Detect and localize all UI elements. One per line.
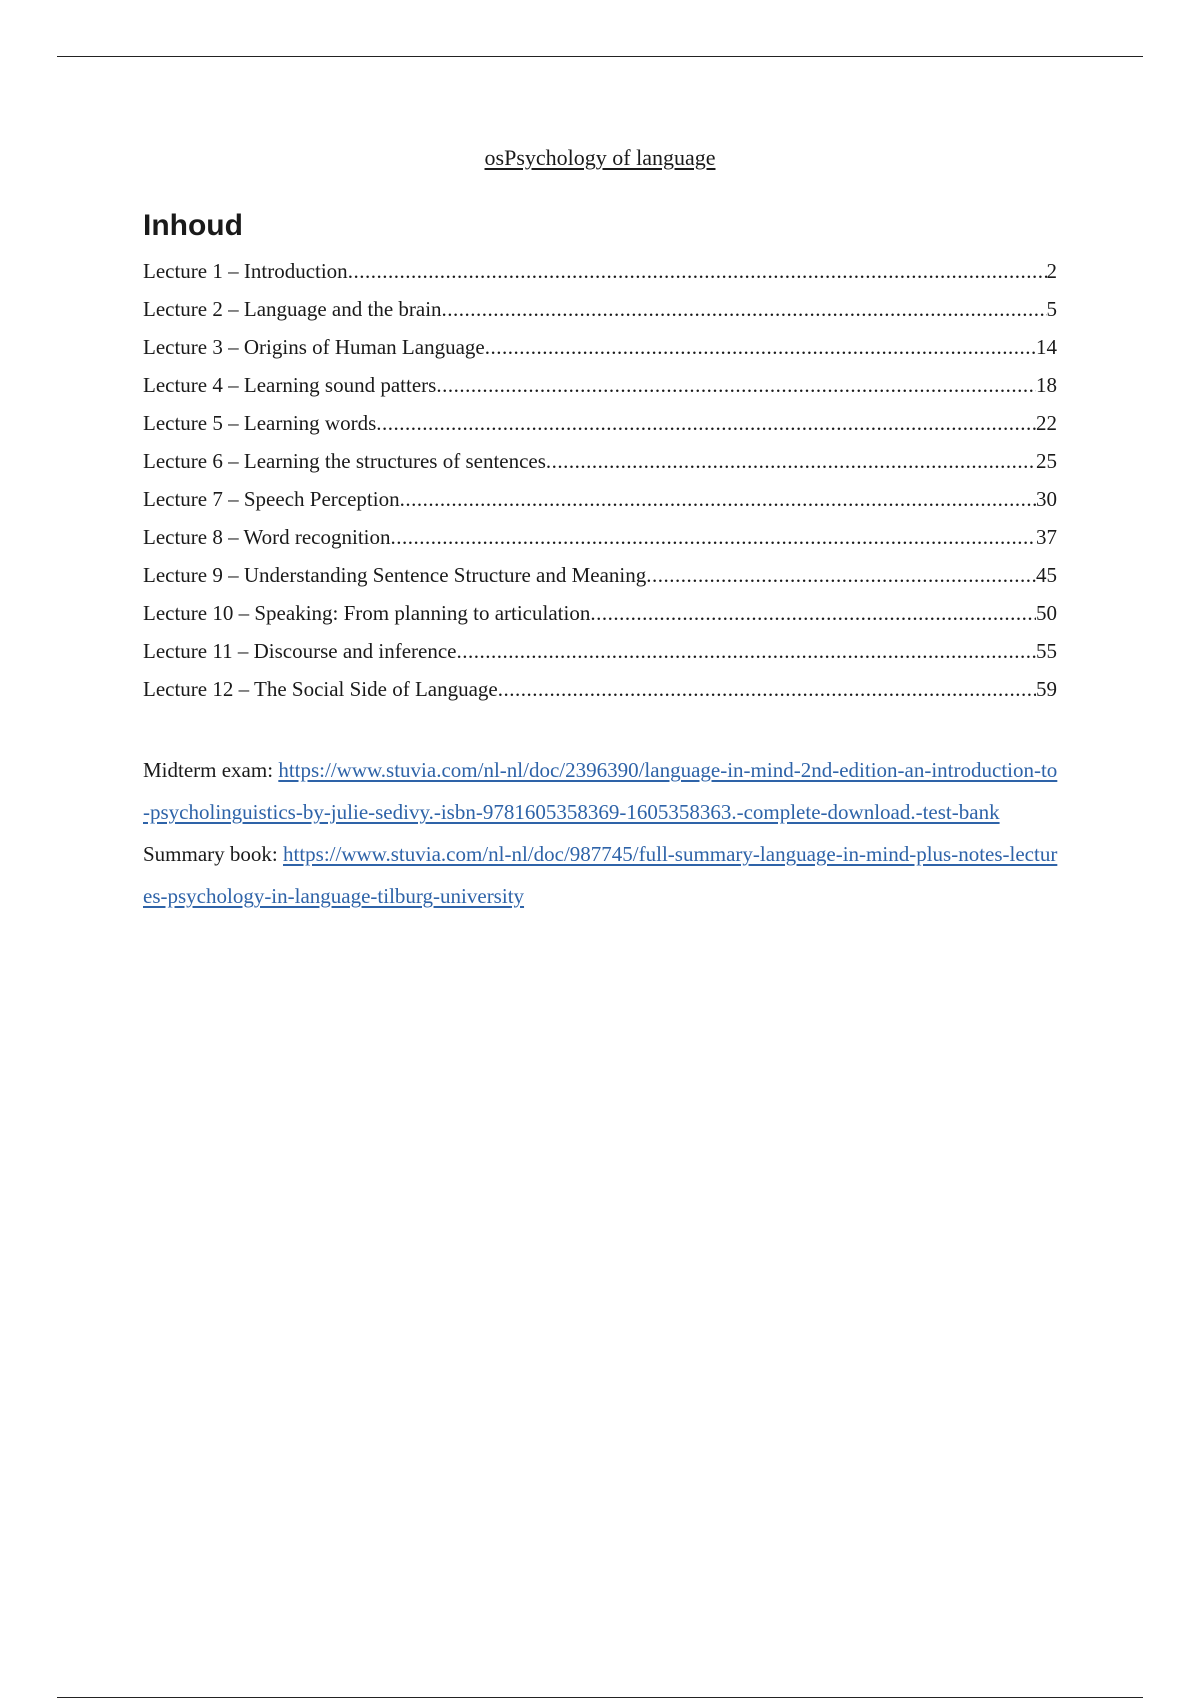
toc-dot-leader xyxy=(646,560,1036,590)
toc-entry-page: 2 xyxy=(1046,259,1057,283)
toc-dot-leader xyxy=(485,332,1036,362)
toc-entry-page: 55 xyxy=(1036,639,1057,663)
toc-entry-label: Lecture 7 – Speech Perception xyxy=(143,487,400,511)
toc-dot-leader xyxy=(457,636,1037,666)
toc-entry[interactable] xyxy=(143,522,1057,560)
toc-entry[interactable] xyxy=(143,560,1057,598)
toc-entry[interactable] xyxy=(143,408,1057,446)
toc-entry[interactable] xyxy=(143,332,1057,370)
toc-entry-page: 59 xyxy=(1036,677,1057,701)
toc-entry-label: Lecture 12 – The Social Side of Language xyxy=(143,677,498,701)
toc-entry-label: Lecture 6 – Learning the structures of sentences xyxy=(143,449,546,473)
toc-heading: Inhoud xyxy=(143,209,243,242)
toc-entry-page: 18 xyxy=(1036,373,1057,397)
toc-entry[interactable] xyxy=(143,370,1057,408)
toc-entry[interactable] xyxy=(143,598,1057,636)
toc-entry-page: 45 xyxy=(1036,563,1057,587)
toc-dot-leader xyxy=(442,294,1047,324)
toc-entry-page: 37 xyxy=(1036,525,1057,549)
summary-label: Summary book: xyxy=(143,842,283,866)
toc-entry-label: Lecture 9 – Understanding Sentence Structure and Meaning xyxy=(143,563,647,587)
toc-entry[interactable] xyxy=(143,256,1057,294)
midterm-label: Midterm exam: xyxy=(143,758,279,782)
toc-entry-label: Lecture 2 – Language and the brain xyxy=(143,297,442,321)
toc-entry-label: Lecture 11 – Discourse and inference xyxy=(143,639,457,663)
toc-entry-label: Lecture 1 – Introduction xyxy=(143,259,348,283)
toc-entry[interactable] xyxy=(143,484,1057,522)
toc-dot-leader xyxy=(436,370,1036,400)
toc-dot-leader xyxy=(376,408,1036,438)
header-rule xyxy=(57,56,1143,57)
table-of-contents xyxy=(143,256,1057,712)
toc-entry-label: Lecture 5 – Learning words xyxy=(143,411,377,435)
toc-entry-page: 50 xyxy=(1036,601,1057,625)
toc-entry[interactable] xyxy=(143,636,1057,674)
toc-dot-leader xyxy=(348,256,1047,286)
toc-entry-label: Lecture 3 – Origins of Human Language xyxy=(143,335,485,359)
midterm-line xyxy=(143,749,1063,833)
toc-entry-page: 25 xyxy=(1036,449,1057,473)
toc-dot-leader xyxy=(391,522,1036,552)
summary-link[interactable]: https://www.stuvia.com/nl-nl/doc/987745/full-summary-language-in-mind-plus-notes-lectures-psychology-in-language-tilburg-university xyxy=(143,842,1058,908)
toc-entry[interactable] xyxy=(143,674,1057,712)
toc-entry-page: 5 xyxy=(1046,297,1057,321)
toc-entry-page: 14 xyxy=(1036,335,1057,359)
toc-entry-page: 22 xyxy=(1036,411,1057,435)
toc-dot-leader xyxy=(498,674,1036,704)
toc-dot-leader xyxy=(546,446,1036,476)
toc-entry[interactable] xyxy=(143,294,1057,332)
summary-line xyxy=(143,833,1063,917)
toc-entry-label: Lecture 10 – Speaking: From planning to articulation xyxy=(143,601,591,625)
toc-dot-leader xyxy=(400,484,1036,514)
toc-dot-leader xyxy=(590,598,1036,628)
toc-entry-label: Lecture 4 – Learning sound patters xyxy=(143,373,437,397)
toc-entry[interactable] xyxy=(143,446,1057,484)
footer-rule xyxy=(57,1697,1143,1698)
toc-entry-page: 30 xyxy=(1036,487,1057,511)
reference-links xyxy=(143,749,1063,917)
document-title xyxy=(0,144,1200,172)
toc-entry-label: Lecture 8 – Word recognition xyxy=(143,525,391,549)
midterm-link[interactable]: https://www.stuvia.com/nl-nl/doc/2396390/language-in-mind-2nd-edition-an-introduction-to-psycholinguistics-by-julie-sedivy.-isbn-9781605358369-1605358363.-complete-download.-test-bank xyxy=(143,758,1058,824)
document-title-text: osPsychology of language xyxy=(484,145,716,170)
